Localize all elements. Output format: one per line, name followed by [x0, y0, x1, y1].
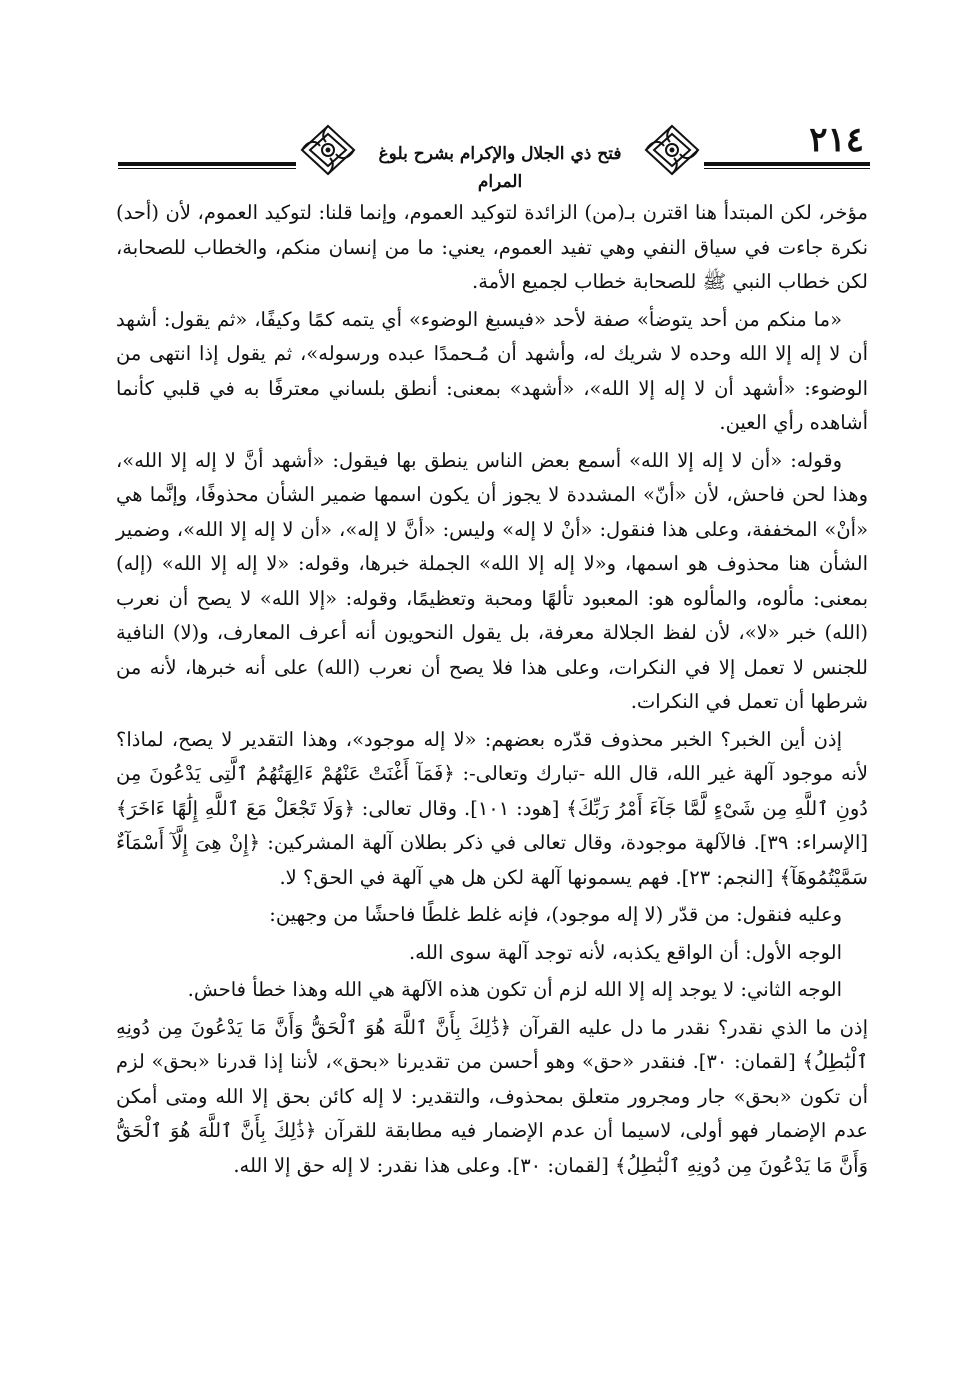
- page-body: [116, 196, 868, 1183]
- book-title: فتح ذي الجلال والإكرام بشرح بلوغ المرام: [360, 140, 640, 196]
- paragraph-grammar-note: وقوله: «أن لا إله إلا الله» أسمع بعض الناس ينطق بها فيقول: «أشهد أنَّ لا إله إلا الله»، وهذا لحن فاحش، لأن «أنّ» المشددة لا يجوز أن يكون اسمها ضمير الشأن محذوفًا، وإنَّما هي «أنْ» المخففة، وعلى هذا فنقول: «أنْ لا إله» وليس: «أنَّ لا إله»، «أن لا إله إلا الله»، وضمير الشأن هنا محذوف هو اسمها، و«لا إله إلا الله» الجملة خبرها، وقوله: «لا إله إلا الله» (إله) بمعنى: مألوه، والمألوه هو: المعبود تألهًا ومحبة وتعظيمًا، وقوله: «إلا الله» لا يصح أن نعرب (الله) خبر «لا»، لأن لفظ الجلالة معرفة، بل يقول النحويون أنه أعرف المعارف، و(لا) النافية للجنس لا تعمل إلا في النكرات، وعلى هذا فلا يصح أن نعرب (الله) على أنه خبرها، لأنه من شرطها أن تعمل في النكرات.: [116, 448, 868, 713]
- paragraph-two-aspects: وعليه فنقول: من قدّر (لا إله موجود)، فإنه غلط غلطًا فاحشًا من وجهين:: [269, 903, 842, 926]
- page-number: ٢١٤: [805, 120, 868, 160]
- page-header: [118, 118, 870, 192]
- ornament-left-icon: [296, 122, 360, 178]
- paragraph-hadith-explanation: «ما منكم من أحد يتوضأ» صفة لأحد «فيسبغ الوضوء» أي يتمه كمًا وكيفًا، «ثم يقول: أشهد أن لا إله إلا الله وحده لا شريك له، وأشهد أن مُـحمدًا عبده ورسوله»، ثم يقول إذا انتهى من الوضوء: «أشهد أن لا إله إلا الله»، «أشهد» بمعنى: أنطق بلساني معترفًا به في قلبي كأنما أشاهده رأي العين.: [116, 307, 868, 434]
- ornament-right-icon: [640, 122, 704, 178]
- paragraph-second-aspect: الوجه الثاني: لا يوجد إله إلا الله لزم أن تكون هذه الآلهة هي الله وهذا خطأ فاحش.: [187, 978, 842, 1001]
- paragraph-predicate-question: إذن أين الخبر؟ الخبر محذوف قدّره بعضهم: «لا إله موجود»، وهذا التقدير لا يصح، لماذا؟ لأنه موجود آلهة غير الله، قال الله -تبارك وتعالى-: ﴿فَمَآ أَغْنَتْ عَنْهُمْ ءَالِهَتُهُمُ ٱلَّتِى يَدْعُونَ مِن دُونِ ٱللَّهِ مِن شَىْءٍ لَّمَّا جَآءَ أَمْرُ رَبِّكَ﴾ [هود: ١٠١]. وقال تعالى: ﴿وَلَا تَجْعَلْ مَعَ ٱللَّهِ إِلَٰهًا ءَاخَرَ﴾ [الإسراء: ٣٩]. فالآلهة موجودة، وقال تعالى في ذكر بطلان آلهة المشركين: ﴿إِنْ هِىَ إِلَّآ أَسْمَآءٌ سَمَّيْتُمُوهَآ﴾ [النجم: ٢٣]. فهم يسمونها آلهة لكن هل هي آلهة في الحق؟ لا.: [116, 727, 869, 889]
- paragraph-first-aspect: الوجه الأول: أن الواقع يكذبه، لأنه توجد آلهة سوى الله.: [408, 940, 842, 964]
- paragraph-continuation: مؤخر، لكن المبتدأ هنا اقترن بـ(من) الزائدة لتوكيد العموم، وإنما قلنا: لتوكيد العموم، لأن (أحد) نكرة جاءت في سياق النفي وهي تفيد العموم، يعني: ما من إنسان منكم، والخطاب للصحابة، لكن خطاب النبي ﷺ للصحابة خطاب لجميع الأمة.: [116, 201, 868, 293]
- paragraph-conclusion: إذن ما الذي نقدر؟ نقدر ما دل عليه القرآن ﴿ذَٰلِكَ بِأَنَّ ٱللَّهَ هُوَ ٱلْحَقُّ وَأَنَّ مَا يَدْعُونَ مِن دُونِهِ ٱلْبَٰطِلُ﴾ [لقمان: ٣٠]. فنقدر «حق» وهو أحسن من تقديرنا «بحق»، لأننا إذا قدرنا «بحق» لزم أن تكون «بحق» جار ومجرور متعلق بمحذوف، والتقدير: لا إله كائن بحق إلا الله ومتى أمكن عدم الإضمار فهو أولى، لاسيما أن عدم الإضمار فيه مطابقة للقرآن ﴿ذَٰلِكَ بِأَنَّ ٱللَّهَ هُوَ ٱلْحَقُّ وَأَنَّ مَا يَدْعُونَ مِن دُونِهِ ٱلْبَٰطِلُ﴾ [لقمان: ٣٠]. وعلى هذا نقدر: لا إله حق إلا الله.: [116, 1015, 868, 1177]
